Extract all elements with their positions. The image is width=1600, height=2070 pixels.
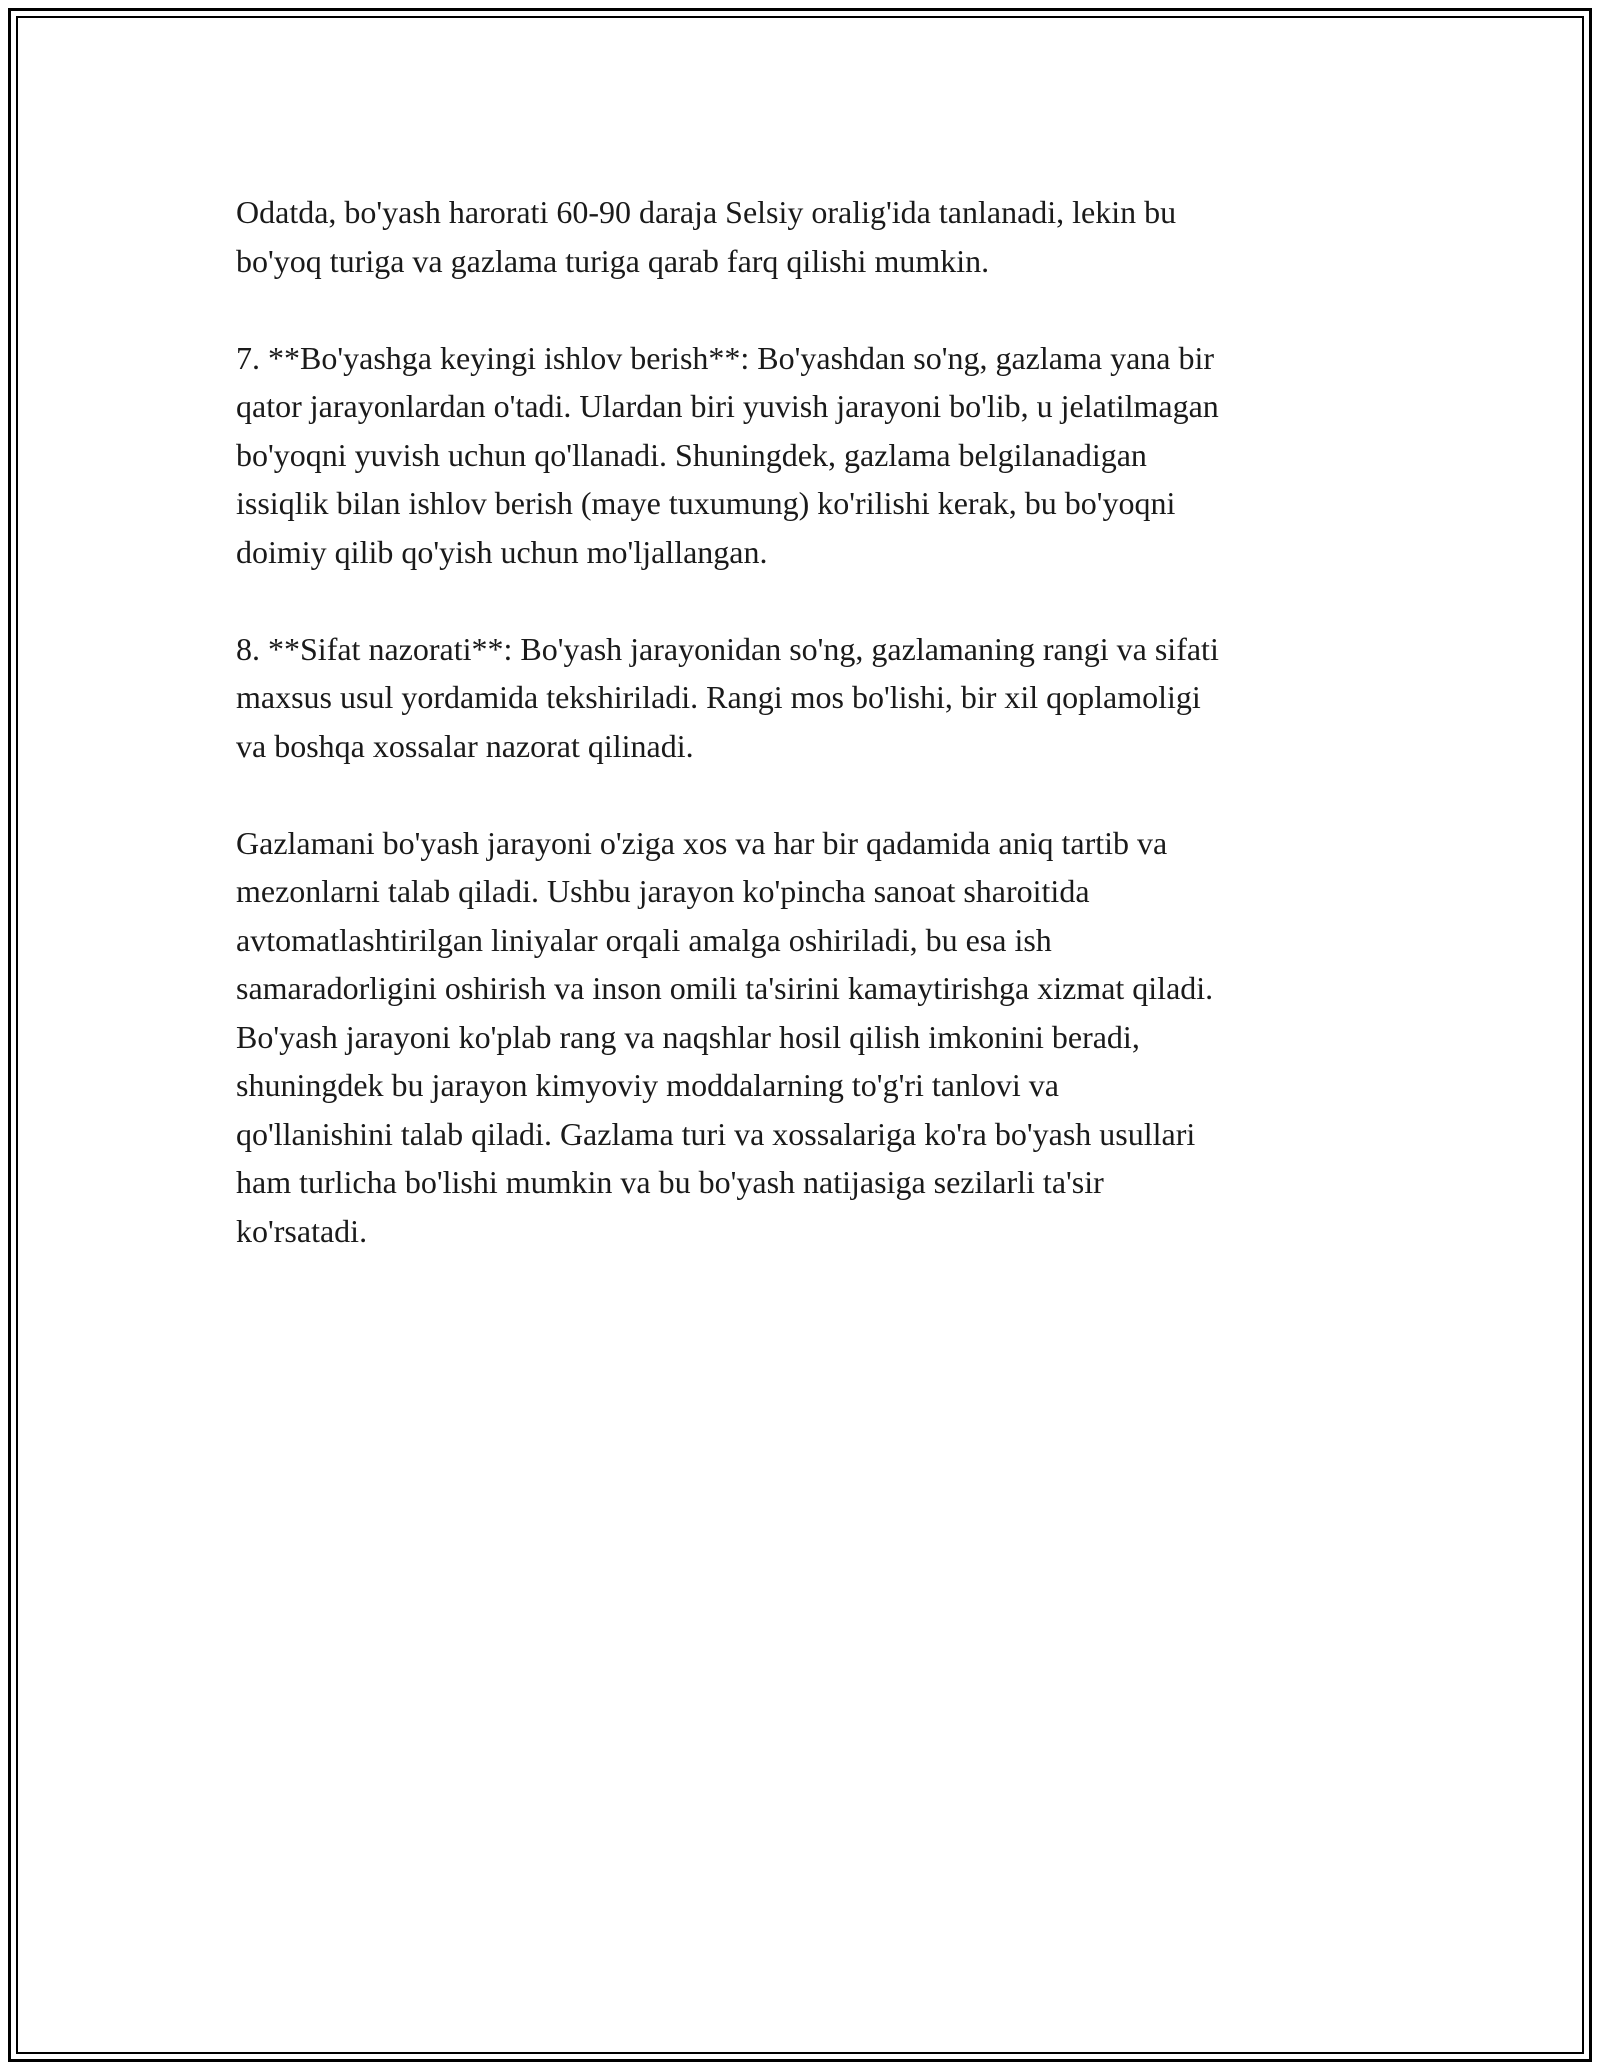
document-body [236, 188, 1396, 1304]
paragraph-conclusion: Gazlamani bo'yash jarayoni o'ziga xos va har bir qadamida aniq tartib va mezonlarni talab qiladi. Ushbu jarayon ko'pincha sanoat sharoitida avtomatlashtirilgan liniyalar orqali amalga oshiriladi, bu esa ish samaradorligini oshirish va inson omili ta'sirini kamaytirishga xizmat qiladi. Bo'yash jarayoni ko'plab rang va naqshlar hosil qilish imkonini beradi, shuningdek bu jarayon kimyoviy moddalarning to'g'ri tanlovi va qo'llanishini talab qiladi. Gazlama turi va xossalariga ko'ra bo'yash usullari ham turlicha bo'lishi mumkin va bu bo'yash natijasiga sezilarli ta'sir ko'rsatadi. [236, 824, 1214, 1249]
paragraph-dyeing-temperature: Odatda, bo'yash harorati 60-90 daraja Selsiy oralig'ida tanlanadi, lekin bu bo'yoq turiga va gazlama turiga qarab farq qilishi mumkin. [236, 194, 1177, 279]
paragraph-post-dyeing-treatment: 7. **Bo'yashga keyingi ishlov berish**: Bo'yashdan so'ng, gazlama yana bir qator jarayonlardan o'tadi. Ulardan biri yuvish jarayoni bo'lib, u jelatilmagan bo'yoqni yuvish uchun qo'llanadi. Shuningdek, gazlama belgilanadigan issiqlik bilan ishlov berish (maye tuxumung) ko'rilishi kerak, bu bo'yoqni doimiy qilib qo'yish uchun mo'ljallangan. [236, 339, 1219, 570]
paragraph-quality-control: 8. **Sifat nazorati**: Bo'yash jarayonidan so'ng, gazlamaning rangi va sifati maxsus usul yordamida tekshiriladi. Rangi mos bo'lishi, bir xil qoplamoligi va boshqa xossalar nazorat qilinadi. [236, 630, 1219, 764]
